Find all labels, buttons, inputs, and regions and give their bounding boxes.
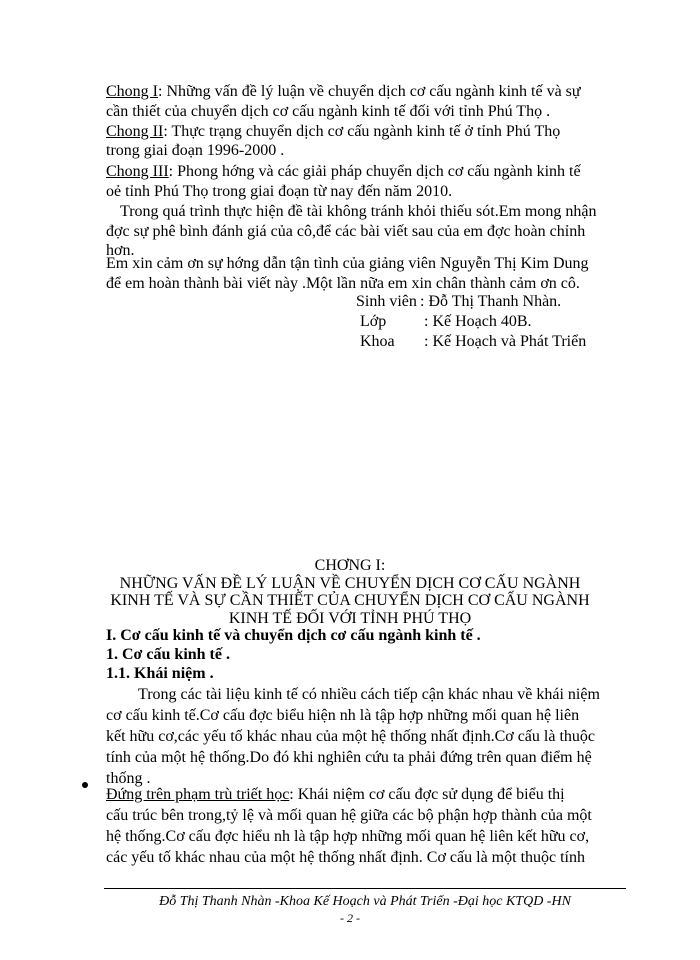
student-label: Sinh viên bbox=[356, 293, 417, 310]
class-label: Lớp bbox=[360, 313, 387, 330]
body-paragraph-line-5: thống . bbox=[106, 770, 151, 787]
intro-paragraph-1-line-1: Trong quá trình thực hiện đề tài không tránh khỏi thiếu sót.Em mong nhận bbox=[120, 203, 597, 220]
class-value: : Kế Hoạch 40B. bbox=[424, 313, 532, 330]
section-heading-1: I. Cơ cấu kinh tế và chuyển dịch cơ cấu ngành kinh tế . bbox=[106, 627, 481, 644]
intro-chapter-3-cont: oẻ tỉnh Phú Thọ trong giai đoạn từ nay đến năm 2010. bbox=[106, 183, 453, 200]
signature-class bbox=[360, 312, 532, 332]
body-paragraph-line-2: cơ cấu kinh tế.Cơ cấu đợc biểu hiện nh là tập hợp những mối quan hệ liên bbox=[106, 707, 580, 724]
intro-paragraph-2-line-2: để em hoàn thành bài viết này .Một lần nữa em xin chân thành cảm ơn cô. bbox=[106, 275, 580, 292]
chapter-2-label: Chong II bbox=[106, 123, 164, 140]
bullet-line-3: hệ thống.Cơ cấu đợc hiểu nh là tập hợp những mối quan hệ liên kết hữu cơ, bbox=[106, 828, 590, 845]
section-heading-1-1: 1. Cơ cấu kinh tế . bbox=[106, 646, 230, 663]
bullet-lead: Đứng trên phạm trù triết học bbox=[106, 786, 290, 803]
section-heading-1-1-1: 1.1. Khái niệm . bbox=[106, 665, 214, 682]
body-paragraph-line-1: Trong các tài liệu kinh tế có nhiều cách tiếp cận khác nhau về khái niệm bbox=[138, 686, 600, 703]
signature-faculty bbox=[360, 332, 586, 352]
chapter-title-line-2: KINH TẾ VÀ SỰ CẦN THIẾT CỦA CHUYỂN DỊCH CƠ CẤU NGÀNH bbox=[110, 592, 590, 609]
intro-chapter-3 bbox=[106, 162, 581, 182]
bullet-line-2: cấu trúc bên trong,tỷ lệ và mối quan hệ giữa các bộ phận hợp thành của một bbox=[106, 807, 592, 824]
bullet-icon bbox=[82, 782, 88, 788]
chapter-title-line-3: KINH TẾ ĐỐI VỚI TỈNH PHÚ THỌ bbox=[228, 610, 472, 627]
bullet-text: : Khái niệm cơ cấu đợc sử dụng để biểu thị bbox=[289, 786, 565, 803]
chapter-title-line-1: NHỮNG VẤN ĐỀ LÝ LUẬN VỀ CHUYỂN DỊCH CƠ CẤU NGÀNH bbox=[119, 575, 581, 592]
body-paragraph-line-4: tính của một hệ thống.Do đó khi nghiên cứu ta phải đứng trên quan điểm hệ bbox=[106, 749, 592, 766]
bullet-line-1 bbox=[106, 785, 565, 805]
page-number: - 2 - bbox=[340, 911, 360, 925]
faculty-value: : Kế Hoạch và Phát Triển bbox=[424, 333, 587, 350]
chapter-3-label: Chong III bbox=[106, 163, 169, 180]
chapter-heading: CHƠNG I: bbox=[314, 557, 386, 574]
faculty-label: Khoa bbox=[360, 333, 395, 350]
intro-paragraph-2-line-1: Em xin cảm ơn sự hớng dẫn tận tình của giảng viên Nguyễn Thị Kim Dung bbox=[106, 255, 589, 272]
footer-text: Đỗ Thị Thanh Nhàn -Khoa Kế Hoạch và Phát Triển -Đại học KTQD -HN bbox=[159, 894, 571, 909]
chapter-3-text: : Phong hớng và các giải pháp chuyển dịch cơ cấu ngành kinh tế bbox=[168, 163, 581, 180]
chapter-1-text: : Những vấn đề lý luận về chuyển dịch cơ cấu ngành kinh tế và sự bbox=[158, 83, 581, 100]
intro-chapter-1 bbox=[106, 82, 581, 102]
student-value: : Đỗ Thị Thanh Nhàn. bbox=[420, 293, 562, 310]
intro-chapter-1-cont: cần thiết của chuyển dịch cơ cấu ngành kinh tế đối với tỉnh Phú Thọ . bbox=[106, 103, 551, 120]
intro-paragraph-1-line-3: hơn. bbox=[106, 242, 135, 259]
footer-divider bbox=[104, 888, 626, 889]
intro-paragraph-1-line-2: đợc sự phê bình đánh giá của cô,để các bài viết sau của em đợc hoàn chỉnh bbox=[106, 223, 586, 240]
intro-chapter-2 bbox=[106, 122, 560, 142]
intro-chapter-2-cont: trong giai đoạn 1996-2000 . bbox=[106, 142, 285, 159]
bullet-line-4: các yếu tố khác nhau của một hệ thống nhất định. Cơ cấu là một thuộc tính bbox=[106, 849, 585, 866]
body-paragraph-line-3: kết hữu cơ,các yếu tố khác nhau của một hệ thống nhất định.Cơ cấu là thuộc bbox=[106, 728, 595, 745]
chapter-2-text: : Thực trạng chuyển dịch cơ cấu ngành kinh tế ở tỉnh Phú Thọ bbox=[163, 123, 561, 140]
signature-student bbox=[356, 292, 561, 312]
chapter-1-label: Chong I bbox=[106, 83, 158, 100]
